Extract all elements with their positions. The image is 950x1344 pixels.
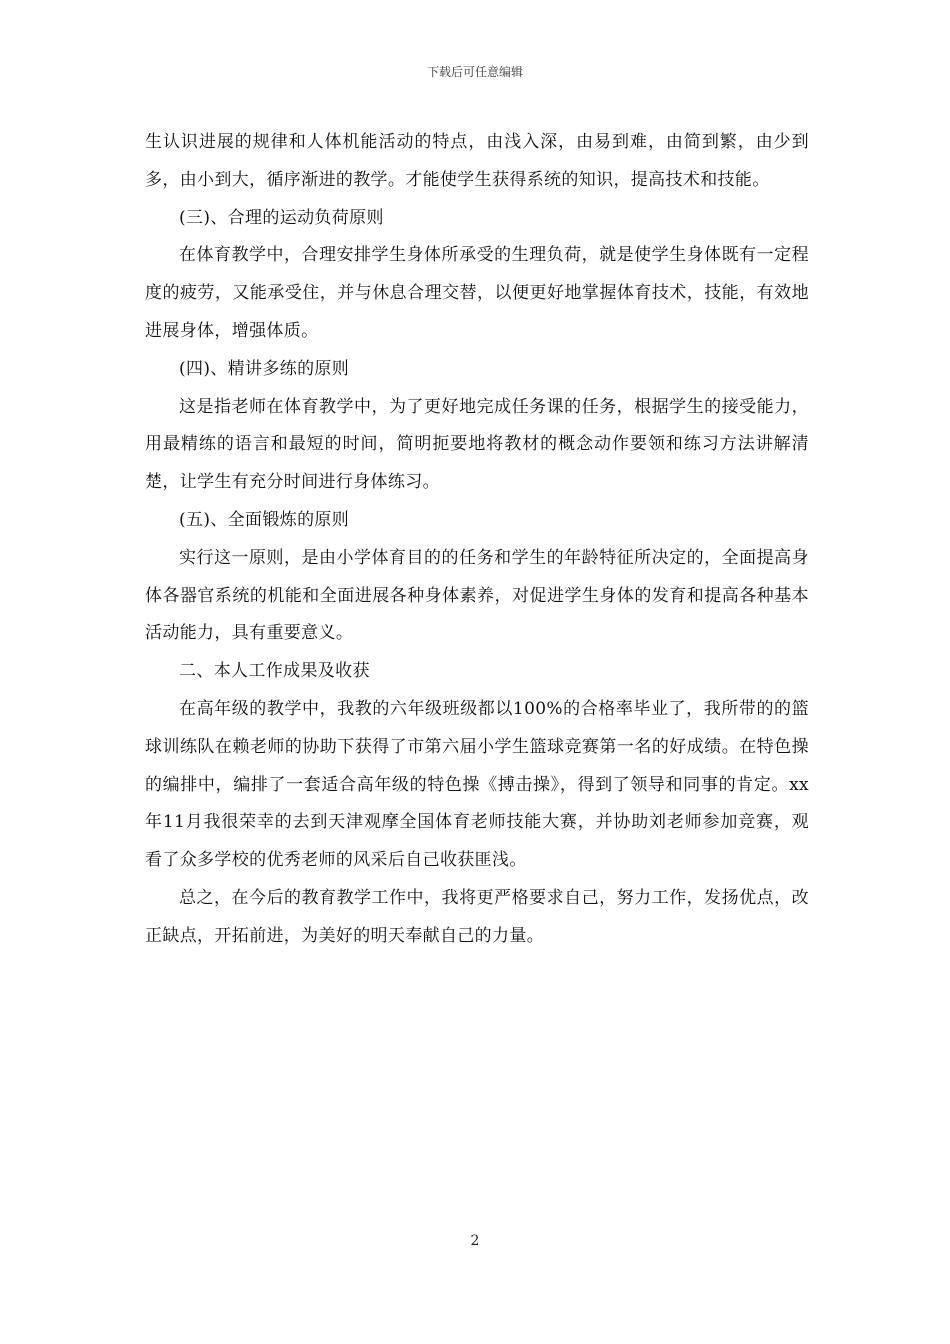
document-body [145,124,809,956]
section-heading: (三)、合理的运动负荷原则 [179,207,384,228]
paragraph: 这是指老师在体育教学中，为了更好地完成任务课的任务，根据学生的接受能力，用最精练的语言和最短的时间，简明扼要地将教材的概念动作要领和练习方法讲解清楚，让学生有充分时间进行身体练习。 [145,396,809,493]
page-header: 下载后可任意编辑 [426,65,523,79]
section-heading: (五)、全面锻炼的原则 [179,509,350,530]
section-heading: (四)、精讲多练的原则 [179,358,350,379]
section-heading: 二、本人工作成果及收获 [179,661,370,682]
paragraph: 生认识进展的规律和人体机能活动的特点，由浅入深，由易到难，由简到繁，由少到多，由小到大，循序渐进的教学。才能使学生获得系统的知识，提高技术和技能。 [145,132,809,190]
paragraph: 在体育教学中，合理安排学生身体所承受的生理负荷，就是使学生身体既有一定程度的疲劳，又能承受住，并与休息合理交替，以便更好地掌握体育技术，技能，有效地进展身体，增强体质。 [145,245,809,341]
paragraph: 在高年级的教学中，我教的六年级班级都以100%的合格率毕业了，我所带的的篮球训练队在赖老师的协助下获得了市第六届小学生篮球竞赛第一名的好成绩。在特色操的编排中，编排了一套适合高年级的特色操《搏击操》，得到了领导和同事的肯定。xx年11月我很荣幸的去到天津观摩全国体育老师技能大赛，并协助刘老师参加竞赛，观看了众多学校的优秀老师的风采后自己收获匪浅。 [145,698,809,871]
paragraph: 实行这一原则，是由小学体育目的的任务和学生的年龄特征所决定的，全面提高身体各器官系统的机能和全面进展各种身体素养，对促进学生身体的发育和提高各种基本活动能力，具有重要意义。 [145,547,809,644]
page-number: 2 [470,1233,480,1249]
paragraph: 总之，在今后的教育教学工作中，我将更严格要求自己，努力工作，发扬优点，改正缺点，开拓前进，为美好的明天奉献自己的力量。 [145,887,809,946]
